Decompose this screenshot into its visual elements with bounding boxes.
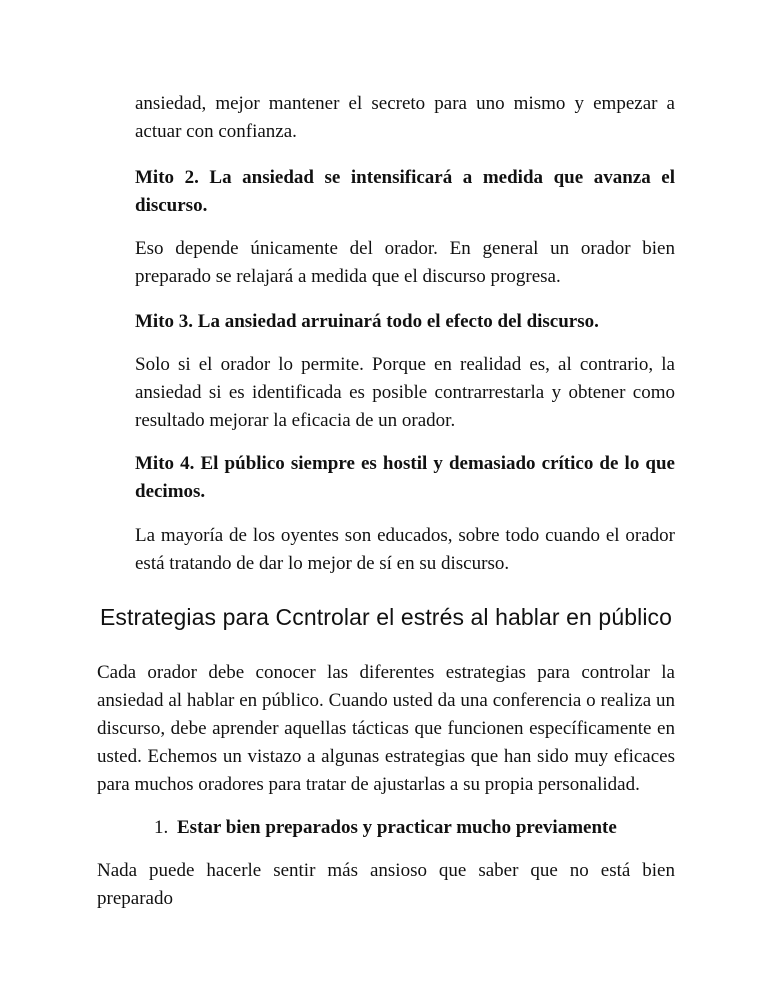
section-heading: Estrategias para Ccntrolar el estrés al hablar en público xyxy=(99,604,673,630)
list-item-number: 1. xyxy=(154,817,169,838)
myth-4-response: La mayoría de los oyentes son educados, sobre todo cuando el orador está tratando de dar lo mejor de sí en su discurso. xyxy=(135,525,675,574)
myth-2-response: Eso depende únicamente del orador. En general un orador bien preparado se relajará a medida que el discurso progresa. xyxy=(135,238,675,287)
paragraph-intro-continuation: ansiedad, mejor mantener el secreto para uno mismo y empezar a actuar con confianza. xyxy=(135,93,675,142)
closing-line: Nada puede hacerle sentir más ansioso que saber que no está bien preparado xyxy=(97,860,675,909)
list-item-text: Estar bien preparados y practicar mucho previamente xyxy=(177,817,617,838)
myth-2-heading: Mito 2. La ansiedad se intensificará a medida que avanza el discurso. xyxy=(135,167,675,216)
myth-3-response: Solo si el orador lo permite. Porque en realidad es, al contrario, la ansiedad si es identificada es posible contrarrestarla y obtener como resultado mejorar la eficacia de un orador. xyxy=(135,354,675,431)
myth-3-heading: Mito 3. La ansiedad arruinará todo el efecto del discurso. xyxy=(135,311,599,332)
numbered-list-item xyxy=(154,814,617,842)
myth-4-heading: Mito 4. El público siempre es hostil y demasiado crítico de lo que decimos. xyxy=(135,453,675,502)
section-intro-paragraph: Cada orador debe conocer las diferentes estrategias para controlar la ansiedad al hablar en público. Cuando usted da una conferencia o realiza un discurso, debe aprender aquellas tácticas que funcionen específicamente en usted. Echemos un vistazo a algunas estrategias que han sido muy eficaces para muchos oradores para tratar de ajustarlas a su propia personalidad. xyxy=(97,662,675,795)
